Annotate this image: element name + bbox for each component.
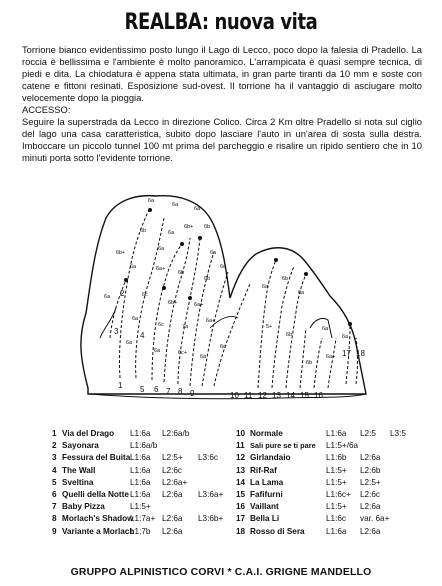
access-paragraph: Seguire la superstrada da Lecco in direzione Colico. Circa 2 Km oltre Pradello si nota sul ciglio del lago una casa caratteristica, subito dopo lasciare l'auto in un'area di sosta sulla destra. Imboccare un piccolo tunnel 100 mt prima del parcheggio e risalire un ripido sentiero che in 10 minuti porta sotto l'evidente torrione. [22, 116, 422, 163]
grade-label: 6a [172, 202, 179, 208]
table-row: 7 Baby Pizza L1:5+ [52, 502, 151, 512]
ground-line [90, 394, 366, 399]
page-title: REALBA: nuova vita [124, 10, 318, 35]
routes-table-left [52, 428, 242, 538]
route-line [136, 218, 164, 378]
grade-label: 6a [168, 230, 175, 236]
grade-label: 6a [158, 246, 165, 252]
route-number: 4 [140, 331, 145, 340]
grade-label: 6b+ [168, 300, 178, 306]
grade-label: 6a [200, 354, 207, 360]
route-number: 2 [120, 289, 125, 298]
grade-label: 6c [220, 344, 226, 350]
route-line [214, 284, 250, 386]
grade-label: 6a+ [326, 354, 336, 360]
route-number: 14 [286, 391, 295, 400]
route-number: 17 [342, 349, 351, 358]
route-number: 9 [190, 389, 195, 398]
grade-label: 7a [182, 324, 189, 330]
grade-label: 6a [342, 334, 349, 340]
route-line [328, 338, 336, 388]
routes-table-right [236, 428, 426, 538]
topo-drawing [60, 188, 380, 406]
route-line [300, 328, 306, 388]
table-row: 8 Morlach's Shadow L1:7a+ L2:6a L3:6b+ [52, 514, 224, 524]
grade-label: 5+ [266, 324, 273, 330]
access-heading: ACCESSO: [22, 104, 71, 115]
route-number: 5 [140, 385, 145, 394]
grade-label: 6b [286, 332, 293, 338]
description-paragraph: Torrione bianco evidentissimo posto lungo il Lago di Lecco, poco dopo la falesia di Pradello. La roccia è bellissima e l'ambiente è molto panoramico. L'arrampicata è quasi sempre tecnica, di piedi e dita. La chiodatura è appena stata ultimata, in gran parte tiranti da 10 mm e soste con catene e fittoni resinati. Esposizione sud-ovest. Il torrione ha il vantaggio di asciugare molto velocemente dopo la pioggia. [22, 44, 422, 103]
table-row: 11 Sali pure se ti pare L1:5+/6a [236, 441, 359, 451]
route-line [164, 238, 190, 382]
grade-label: 6b [140, 228, 147, 234]
table-row: 6 Quelli della Notte L1:6a L2:6a L3:6a+ [52, 489, 224, 499]
grade-label: 6c [220, 264, 226, 270]
grade-label: 6b [204, 276, 211, 282]
route-number: 12 [258, 391, 267, 400]
table-row: 16 Vaillant L1:5+ L2:6a [236, 502, 381, 512]
route-number: 7 [166, 387, 171, 396]
route-number: 13 [272, 391, 281, 400]
table-row: 3 Fessura del Buita L1:6a L2:5+ L3:6c [52, 453, 219, 463]
grade-label: 6a+ [156, 266, 166, 272]
grade-label: 6a [132, 316, 139, 322]
grade-label: 6a [148, 198, 155, 204]
grade-label: 6a+ [206, 318, 216, 324]
belay-anchor [180, 242, 184, 246]
belay-anchor [348, 322, 352, 326]
grade-label: 6a [298, 290, 305, 296]
route-number: 18 [356, 349, 365, 358]
grade-label: 6a [322, 326, 329, 332]
table-row: 13 Rif-Raf L1:5+ L2:6b [236, 465, 381, 475]
crag-feature [310, 318, 332, 338]
belay-anchor [162, 286, 166, 290]
grade-label: 6a [210, 250, 217, 256]
route-line [202, 272, 228, 386]
belay-anchor [304, 272, 308, 276]
belay-anchor [124, 278, 128, 282]
grade-label: 6c+ [178, 350, 188, 356]
grade-label: 6b+ [184, 224, 194, 230]
table-row: 4 The Wall L1:6a L2:6c [52, 465, 183, 475]
table-row: 14 La Lama L1:5+ L2:5+ [236, 477, 381, 487]
route-line [272, 266, 294, 388]
belay-anchor [188, 296, 192, 300]
route-number: 6 [154, 385, 159, 394]
route-number: 11 [244, 391, 253, 400]
grade-label: 6a [126, 340, 133, 346]
grade-label: 6b [282, 276, 289, 282]
grade-label: 6b [178, 270, 185, 276]
grade-label: 6b [204, 224, 211, 230]
route-number: 8 [178, 387, 183, 396]
grade-label: 6b+ [116, 250, 126, 256]
grade-label: 6c [142, 292, 148, 298]
grade-label: 6b [306, 360, 313, 366]
description-text [22, 44, 422, 164]
belay-anchor [198, 236, 202, 240]
grade-label: 6a [154, 348, 161, 354]
route-line [314, 338, 322, 388]
belay-anchor [274, 258, 278, 262]
route-number: 16 [314, 391, 323, 400]
route-number: 10 [230, 391, 239, 400]
grade-label: 6a [262, 284, 269, 290]
grade-label: 6a [104, 294, 111, 300]
table-row: 5 Sveltina L1:6a L2:6a+ [52, 477, 188, 487]
grade-label: 6a [130, 264, 137, 270]
grade-label: 6a+ [194, 302, 204, 308]
table-row: 12 Girlandaio L1:6b L2:6a [236, 453, 381, 463]
table-row: 1 Via del Drago L1:6a L2:6a/b [52, 429, 190, 438]
table-row: 9 Variante a Morlach L1:7b L2:6a [52, 526, 183, 536]
table-row: 15 Fafifurni L1:6c+ L2:6c [236, 489, 381, 499]
belay-anchor [148, 208, 152, 212]
table-row: 2 Sayonara L1:6a/b [52, 441, 158, 451]
route-number: 1 [118, 381, 123, 390]
table-row: 18 Rosso di Sera L1:6a L2:6a [236, 526, 381, 536]
grade-label: 6c [158, 322, 164, 328]
route-line [178, 238, 200, 384]
route-number: 3 [114, 327, 119, 336]
footer-credit: GRUPPO ALPINISTICO CORVI * C.A.I. GRIGNE MANDELLO [70, 567, 372, 578]
table-row: 10 Normale L1:6a L2:5 L3:5 [236, 429, 406, 438]
route-number: 15 [300, 391, 309, 400]
grade-label: 6a [194, 206, 201, 212]
table-row: 17 Bella Li L1:6c var. 6a+ [236, 514, 390, 524]
